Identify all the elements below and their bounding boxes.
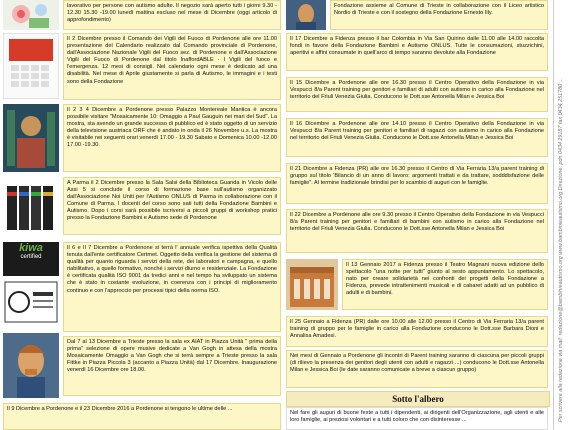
sidebar-text: Per scrivere alla redazione via mail: redazione@bambinieautismo.org www.bambinieautismo.org Direzione: pdn 0434 29187 fax 0434 251780 ...	[558, 77, 564, 422]
portrait-image	[3, 333, 59, 398]
left-block-5-text: Il 6 e Il 7 Dicembre a Pordenone si terrà l' annuale verifica ispettiva della Qualità tenuta dall'ente certificatore Certmet. Oggetto della verifica la gestione del sistema di qualità per quanto riguarda i servizi della rete, dei laboratori e campagna, e quello riabilitativo, a quello formativo, nonché i servizi diurno e residenziale. La Fondazione è certificata qualità ISO 9001 da tredici anni e nel tempo ha sviluppato un sistema che è stato in costante evoluzione, in coerenza con i principi di miglioramento continuo e con l'approccio per processi tipici della norma ISO.	[67, 245, 277, 294]
right-block-5-text: Il 21 Dicembre a Fidenza (PR) alle ore 16.30 presso il Centro di Via Ferraria 13/a parent training di gruppo sul titolo 'Bilancio di un anno di lavoro: argomenti trattati e da trattare, sodddisfazione delle famiglie". Al termine tradizionale brindisi per lo scambio di auguri con le famiglie.	[290, 166, 544, 187]
calendar-image	[3, 33, 59, 99]
left-block-4	[63, 177, 281, 235]
left-block-7-text: Il 9 Dicembre a Pordenone e il 23 Dicembre 2016 a Pordenone si tengono le ultime delle ...	[7, 406, 233, 412]
right-block-4-text: Il 16 Dicembre a Pordenone alle ore 14.10 presso il Centro Operativo della Fondazione in via Vespucci 8/a Parent training per genitori e familiari di ragazzi con autismo in carico alla Fondazione nel territorio del Friuli Venezia Giulia. Conducono le Dott.sse Antonella Milan e Jessica Boi	[290, 121, 544, 142]
theater-image	[286, 259, 338, 310]
right-block-2	[286, 33, 548, 71]
right-block-3-text: Il 15 Dicembre a Pordenone alle ore 16.30 presso il Centro Operativo della Fondazione in via Vespucci 8/a Parent training per genitori e familiari di adulti con autismo in carico alla Fondazione nel territorio del Friuli Venezia Giulia. Conducono le Dott.sse Antonella Milan e Jessica Boi	[290, 80, 544, 101]
right-block-8-text: Il 25 Gennaio a Fidenza (PR) dalle ore 10.00 alle 12.00 presso il Centro di Via Ferraria 13/a parent training di gruppo per le famiglie in carico alla Fondazione conducono le Dott.sse Barbara Dioni e Annalisa Amadesi.	[290, 319, 544, 340]
right-block-2-text: Il 17 Dicembre a Fidenza presso il bar Colombia in Via San Quirino dalle 11.00 alle 14.00 raccolta fondi in favore della Fondazione Bambini e Autismo ONLUS. Tutte le consumazioni, stuzzichini, aperitivi e affini consumate in quell'arco di tempo saranno devolute alla Fondazione	[290, 36, 544, 57]
right-block-4	[286, 118, 548, 157]
right-block-1	[330, 0, 548, 30]
left-block-3	[63, 104, 281, 172]
left-block-6-text: Dal 7 al 13 Dicembre a Trieste presso la sala ex AIAT in Piazza Unità " prima della prima" selezione di opere musive dedicate a Van Gogh in attesa della mostra Mosaicamente Omaggio a Van Gogh che si terrà sempre a Trieste presso la sala Fittke in Piazza Piccola 3 (accanto a Piazza Unità) dal 17 Dicembre. Inaugurazione venerdì 16 Dicembre ore 18.00.	[67, 339, 277, 374]
bottom-text-block	[286, 407, 548, 430]
kiwa-brand: kiwa	[19, 242, 43, 254]
left-block-5	[63, 242, 281, 332]
right-block-5	[286, 163, 548, 204]
right-block-9	[286, 350, 548, 388]
top-right-portrait-image	[286, 0, 326, 30]
left-block-3-text: Il 2 3 4 Dicembre a Pordenone presso Palazzo Montereale Mantica è ancora possibile visitare "Mosaicamente 10: Omaggio a Paul Gauguin nei mari del Sud". La mostra, sta avendo un grande successo di pubblico ed è stato oggetto di un servizio della televisione austriaca ORF che è andato in onda il 26 Novembre u.s. La mostra è visitabile nei seguenti orari venerdì 17.00 - 19.30 Sabato e Domenica 10.00 -12.00 17.00 -19.30.	[67, 107, 277, 149]
certificate-image	[3, 280, 59, 324]
left-block-6	[63, 336, 281, 396]
right-block-7	[342, 259, 548, 310]
left-block-2-text: Il 2 Dicembre presso il Comando dei Vigili del Fuoco di Pordenone alle ore 11.00 presentazione del Calendario realizzato dal Comando provinciale di Pordenone, dall'Associazione Nazionale Vigili del Fuoco sez. di Pordenone e dall'Associazione Vigili del Fuoco di Pordenone dal titolo InaffordABLE · I Vigili del fuoco e l'emergenza. 12 mesi di consigli. Nel calendario ogni mese è dedicato ad una disabilità. Nel mese di Aprile giustamente si parla di Autismo, le immagini e i testi sono della Fondazione	[67, 36, 277, 85]
right-block-8	[286, 316, 548, 347]
kiwa-sub: certified	[20, 254, 42, 260]
section-title: Sotto l'albero	[286, 391, 550, 407]
books-image	[3, 178, 59, 233]
vertical-sidebar	[553, 0, 570, 430]
right-block-1-text: Fondazione assieme al Comune di Trieste in collaborazione con il Liceo artistico Nordio di Trieste e con il sostegno della Fondazione Ernesto Illy.	[334, 3, 544, 17]
left-block-2	[63, 33, 281, 100]
bottom-text: Nel fare gli auguri di buone feste a tutti i dipendenti, ai dirigenti dell'Organizzazione, agli utenti e alle loro famiglie, ai preziosi volontari e a tutti coloro che con disinteresse ...	[290, 410, 544, 424]
flower-image	[3, 0, 59, 30]
left-block-4-text: A Parma il 2 Dicembre presso la Sala Salsi della Biblioteca Guanda in Vicolo delle Assi 5 si conclude il corso di formazione base sull'autismo organizzato dall'Associazione Noi Uniti per l'Autismo ONLUS di Parma in collaborazione con il Comune di Parma. I docenti del corso sono sati tutti della Fondazione Bambini e Autismo. Dopo i corsi sarà possibile iscriversi a piccoli gruppi di workshop pratici presso la Fondazione Bambini e Autismo sede di Pordenone	[67, 180, 277, 222]
kiwa-logo	[3, 242, 59, 276]
right-block-6	[286, 209, 548, 253]
left-block-7	[3, 403, 281, 430]
mosaic-image	[3, 104, 59, 172]
right-block-3	[286, 77, 548, 112]
left-block-1-text: lavorativo per persone con autismo adulte. Il negozio sarà aperto tutti i giorni 9.30 - 12.30 15.30 -19.00 lunedì mattina escluso nel mese di Dicembre (oggi articolo di approfondimento)	[67, 3, 277, 24]
left-block-1	[63, 0, 281, 30]
right-block-7-text: Il 13 Gennaio 2017 a Fidenza presso il Teatro Magnani nuova edizione dello spettacolo "una notte per tutti" giunto al sesto appuntamento. Lo spettacolo, nato per creare solidarietà nei confronti dei progetti della Fondazione a Fidenza, prevede intrattenimenti musicali e di cabaret adatti ad un pubblico di adulti e di bambini.	[346, 262, 544, 297]
right-block-9-text: Nei mesi di Gennaio a Pordenone gli incontri di Parent training saranno di ciascuna per piccoli gruppi (di rilievo la presenza dei genitori degli utenti con adulti e ragazzi ...) conducono le Dott.sse Antonella Milan e Jessica Boi (le date saranno comunicate a breve a ciascun gruppo)	[290, 353, 544, 374]
right-block-6-text: Il 22 Dicembre a Pordenone alle ore 9.30 presso il Centro Operativo della Fondazione in via Vespucci 8/a Parent training per genitori e familiari di bambini con autismo in carico alla Fondazione nel territorio del Friuli Venezia Giulia. Conducono le Dott.sse Antonella Milan e Jessica Boi	[290, 212, 544, 233]
